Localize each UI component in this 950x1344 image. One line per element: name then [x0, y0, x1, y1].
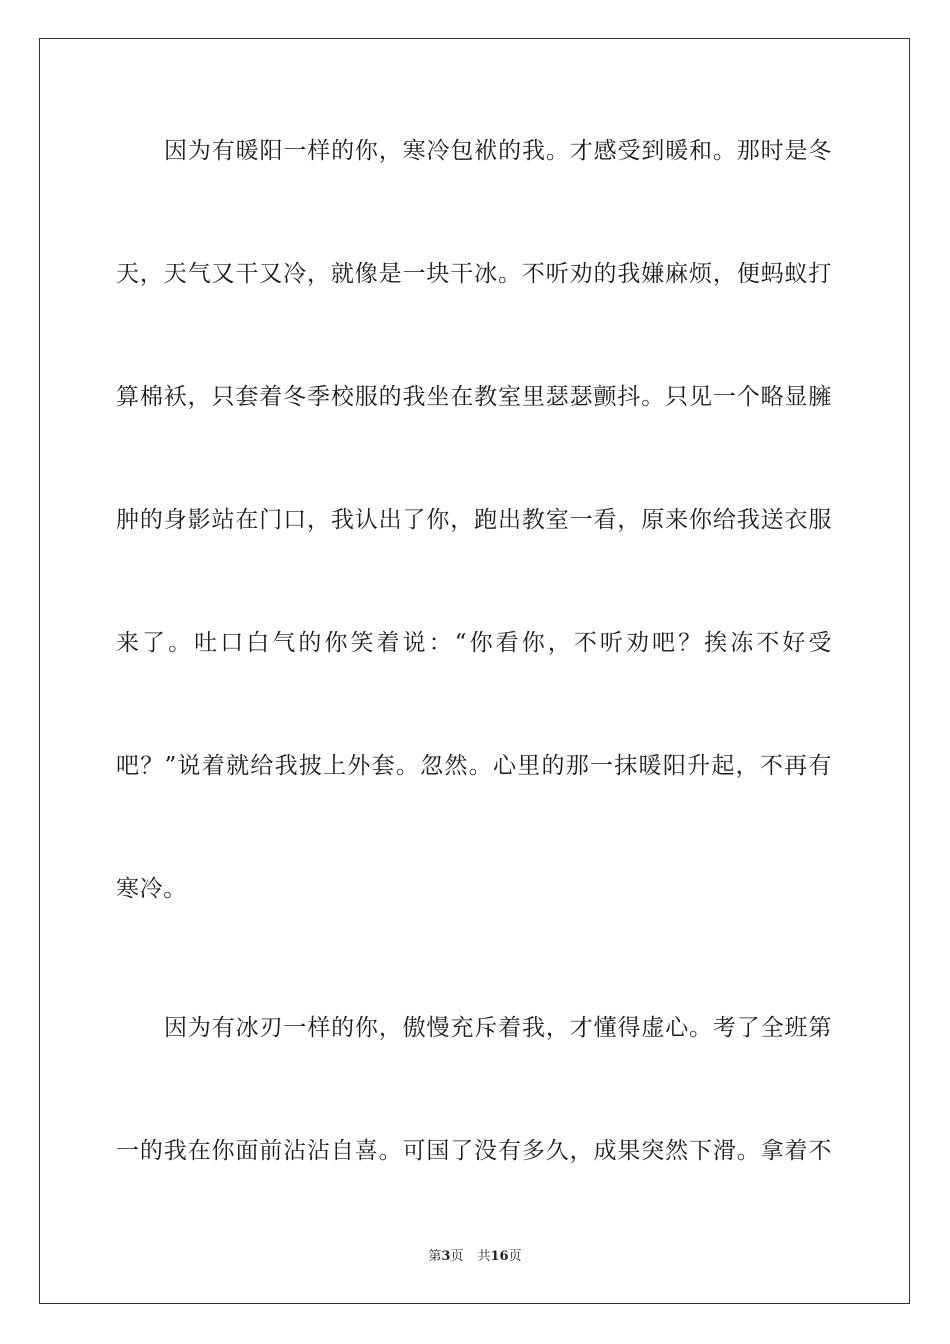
footer-total-prefix: 共	[477, 1249, 491, 1264]
footer-page-current: 3	[441, 1249, 451, 1264]
footer-total-suffix: 页	[508, 1249, 522, 1264]
page-border	[39, 38, 910, 1304]
paragraph-1-line-5: 来了。吐口白气的你笑着说：“你看你，不听劝吧？挨冻不好受	[116, 630, 832, 656]
footer-page-prefix: 第	[428, 1249, 442, 1264]
paragraph-1-line-6: 吧？”说着就给我披上外套。忽然。心里的那一抹暖阳升起，不再有	[116, 753, 832, 779]
paragraph-2-line-2: 一的我在你面前沾沾自喜。可国了没有多久，成果突然下滑。拿着不	[116, 1138, 832, 1164]
paragraph-2-line-1: 因为有冰刃一样的你，傲慢充斥着我，才懂得虚心。考了全班第	[164, 1015, 832, 1041]
paragraph-1-line-2: 天，天气又干又冷，就像是一块干冰。不听劝的我嫌麻烦，便蚂蚁打	[116, 261, 832, 287]
paragraph-1-line-4: 肿的身影站在门口，我认出了你，跑出教室一看，原来你给我送衣服	[116, 507, 832, 533]
paragraph-1-line-3: 算棉袄，只套着冬季校服的我坐在教室里瑟瑟颤抖。只见一个略显臃	[116, 384, 832, 410]
page-footer	[0, 1248, 950, 1266]
paragraph-1-line-7: 寒冷。	[116, 876, 187, 902]
footer-page-suffix: 页	[450, 1249, 464, 1264]
footer-page-total: 16	[490, 1249, 509, 1264]
paragraph-1-line-1: 因为有暖阳一样的你，寒冷包袱的我。才感受到暖和。那时是冬	[164, 138, 832, 164]
